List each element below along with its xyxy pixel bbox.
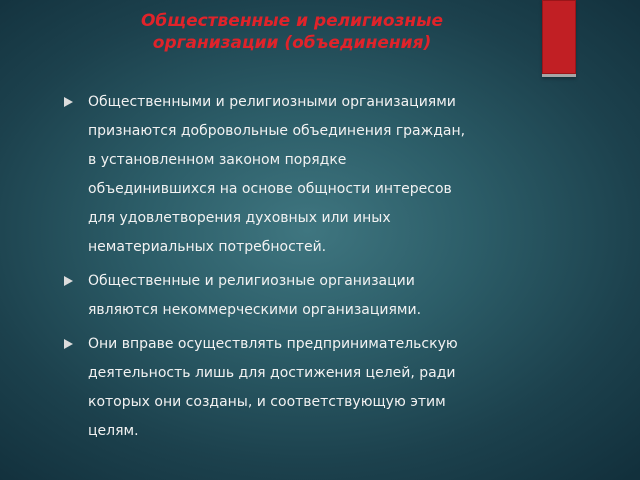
bullet-text-line: в установленном законом порядке [88, 152, 347, 168]
triangle-bullet-icon [64, 276, 73, 286]
bullet-text-line: являются некоммерческими организациями. [88, 302, 422, 318]
bullet-text-line: Общественными и религиозными организациями [88, 94, 456, 110]
triangle-bullet-icon [64, 97, 73, 107]
bullet-text-line: для удовлетворения духовных или иных [88, 210, 391, 226]
bullet-text-line: признаются добровольные объединения граждан, [88, 123, 466, 139]
bullet-item-business-activity [62, 330, 532, 446]
bullet-item-definition [62, 88, 532, 262]
slide-title [62, 10, 522, 54]
bullet-item-noncommercial [62, 267, 532, 325]
bullet-text-line: объединившихся на основе общности интересов [88, 181, 452, 197]
bullet-text-line: Общественные и религиозные организации [88, 273, 415, 289]
bullet-text-line: целям. [88, 423, 139, 439]
bullet-text-line: которых они созданы, и соответствующую этим [88, 394, 446, 410]
accent-bar [542, 0, 576, 77]
bullet-text-line: деятельность лишь для достижения целей, ради [88, 365, 456, 381]
title-line-1: Общественные и религиозные [140, 11, 444, 31]
bullet-list [62, 88, 532, 451]
bullet-text-line: нематериальных потребностей. [88, 239, 327, 255]
triangle-bullet-icon [64, 339, 73, 349]
bullet-text-line: Они вправе осуществлять предпринимательскую [88, 336, 458, 352]
title-line-2: организации (объединения) [152, 33, 432, 53]
